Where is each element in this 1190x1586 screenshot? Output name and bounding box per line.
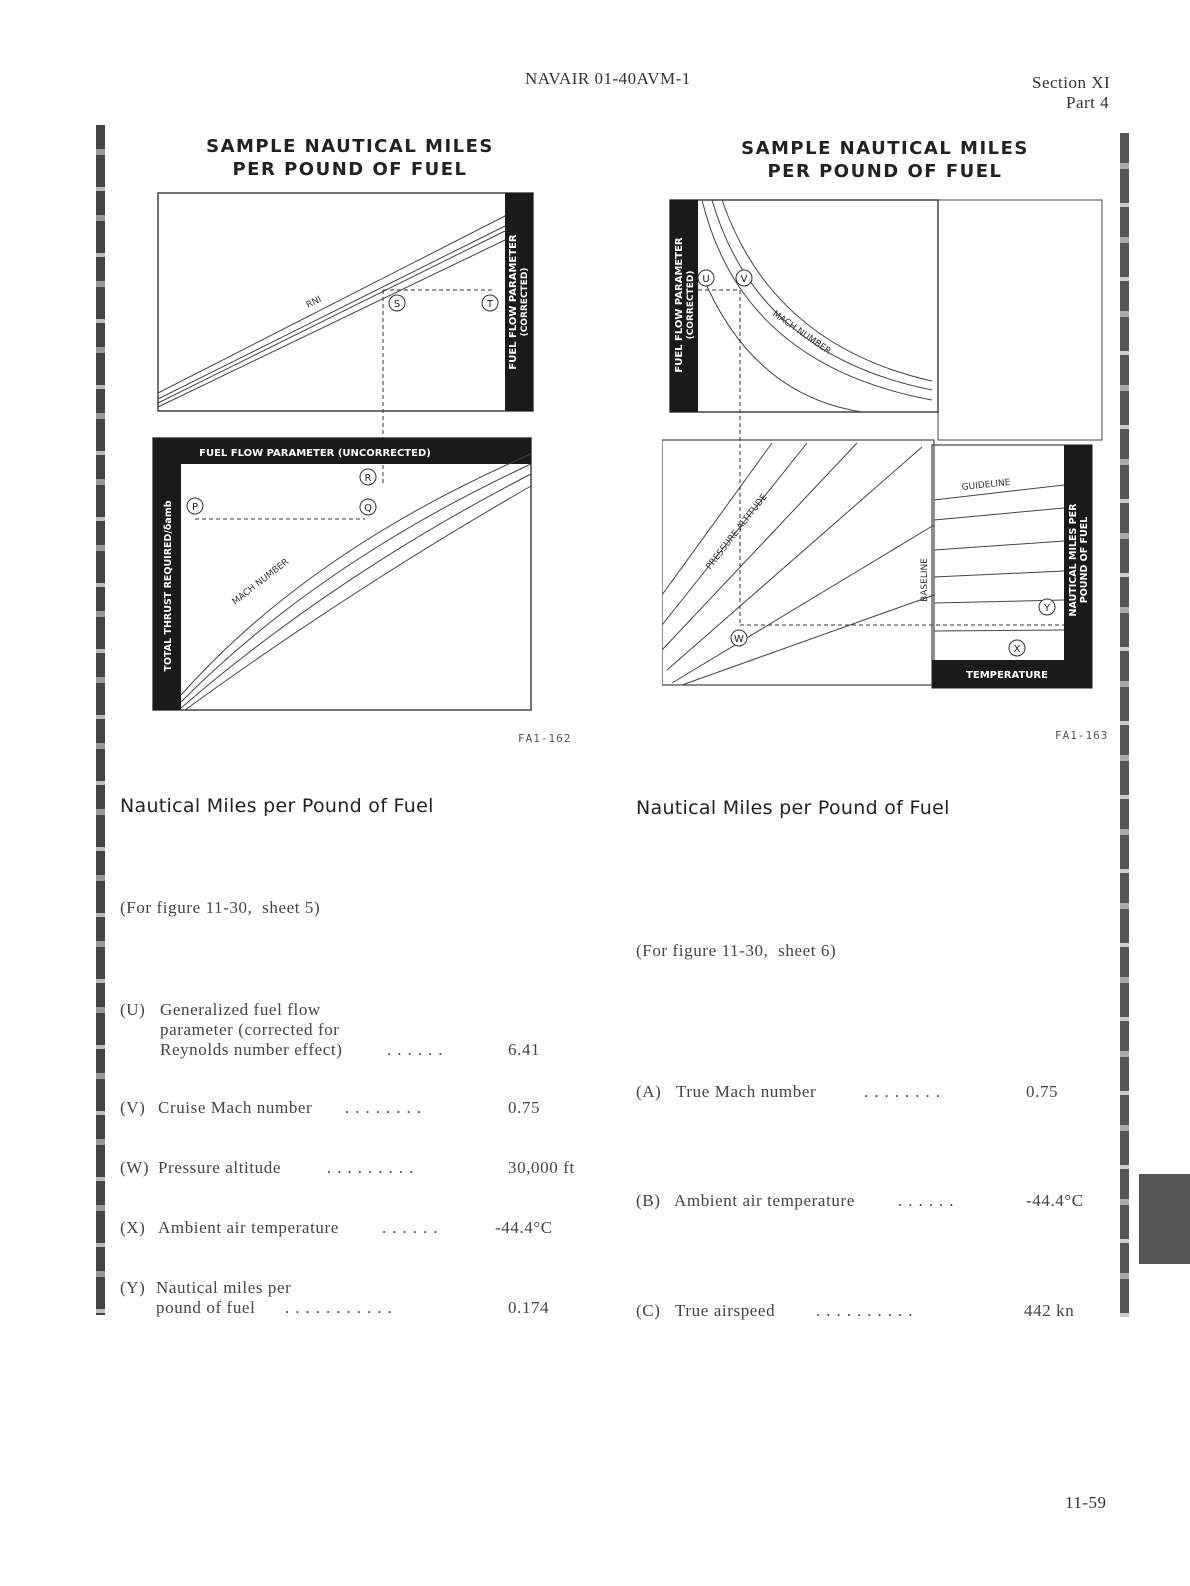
svg-text:Y: Y bbox=[1043, 603, 1051, 614]
svg-text:U: U bbox=[702, 274, 710, 285]
marker-v bbox=[736, 270, 752, 286]
upper-right-label-line1: FUEL FLOW PARAMETER bbox=[508, 234, 519, 370]
altitude-lines bbox=[662, 443, 934, 685]
rn-curves bbox=[158, 216, 505, 407]
altitude-label: PRESSURE ALTITUDE bbox=[704, 492, 770, 572]
left-figure-id: FA1-162 bbox=[518, 732, 572, 745]
left-section-subtitle: (For figure 11-30, sheet 5) bbox=[120, 898, 321, 917]
right-section-heading: Nautical Miles per Pound of Fuel bbox=[636, 797, 950, 819]
upper-right-empty-frame bbox=[938, 200, 1102, 440]
baseline-label: BASELINE bbox=[920, 558, 930, 602]
marker-y bbox=[1039, 599, 1055, 615]
altitude-plot-frame bbox=[662, 440, 934, 685]
marker-u bbox=[698, 270, 714, 286]
svg-text:P: P bbox=[191, 502, 199, 513]
part-label: Part 4 bbox=[1066, 93, 1110, 112]
right-label-line1: NAUTICAL MILES PER bbox=[1068, 503, 1079, 617]
upper-left-label-line1: FUEL FLOW PARAMETER bbox=[674, 237, 685, 373]
right-label-line2: POUND OF FUEL bbox=[1079, 516, 1090, 604]
marker-t bbox=[482, 295, 498, 311]
mach-curves bbox=[702, 200, 932, 412]
upper-plot-frame bbox=[158, 193, 533, 411]
lower-band-label: FUEL FLOW PARAMETER (UNCORRECTED) bbox=[199, 448, 431, 459]
marker-q bbox=[360, 499, 376, 515]
thumb-tab bbox=[1139, 1174, 1190, 1264]
left-binding-strip bbox=[96, 125, 105, 1315]
right-chart-title bbox=[735, 137, 1035, 183]
upper-plot-frame bbox=[670, 200, 938, 412]
mach-label: MACH NUMBER bbox=[230, 557, 292, 608]
doc-number: NAVAIR 01-40AVM-1 bbox=[525, 69, 691, 88]
marker-x bbox=[1009, 640, 1025, 656]
left-chart-title-line2: PER POUND OF FUEL bbox=[232, 159, 468, 180]
svg-text:T: T bbox=[486, 299, 494, 310]
mach-label: MACH NUMBER bbox=[770, 309, 833, 357]
marker-p bbox=[187, 498, 203, 514]
left-chart bbox=[150, 190, 540, 720]
right-chart-title-line2: PER POUND OF FUEL bbox=[767, 161, 1003, 182]
right-chart-title-line1: SAMPLE NAUTICAL MILES bbox=[741, 138, 1029, 159]
right-figure-id: FA1-163 bbox=[1055, 729, 1109, 742]
lower-plot-frame bbox=[153, 438, 531, 710]
left-chart-title bbox=[200, 135, 500, 181]
left-section-heading: Nautical Miles per Pound of Fuel bbox=[120, 795, 434, 817]
upper-left-label-line2: (CORRECTED) bbox=[686, 270, 696, 340]
right-chart bbox=[662, 195, 1107, 700]
section-label: Section XI bbox=[1032, 73, 1111, 92]
lower-left-label: TOTAL THRUST REQUIRED/δamb bbox=[163, 500, 174, 672]
temperature-label: TEMPERATURE bbox=[966, 670, 1048, 681]
marker-w bbox=[731, 630, 747, 646]
guideline-label: GUIDELINE bbox=[961, 477, 1011, 493]
marker-r bbox=[360, 469, 376, 485]
svg-text:W: W bbox=[734, 634, 744, 645]
right-section-subtitle: (For figure 11-30, sheet 6) bbox=[636, 941, 837, 960]
svg-text:Q: Q bbox=[364, 503, 372, 514]
mach-curves bbox=[181, 454, 531, 710]
svg-text:V: V bbox=[740, 274, 748, 285]
page-number: 11-59 bbox=[1065, 1493, 1107, 1512]
right-binding-strip bbox=[1120, 133, 1129, 1317]
svg-text:R: R bbox=[364, 473, 372, 484]
svg-text:X: X bbox=[1013, 644, 1021, 655]
marker-s bbox=[389, 295, 405, 311]
left-chart-title-line1: SAMPLE NAUTICAL MILES bbox=[206, 136, 494, 157]
upper-right-label-line2: (CORRECTED) bbox=[520, 267, 530, 337]
svg-text:S: S bbox=[393, 299, 401, 310]
rn-label: RNI bbox=[304, 294, 324, 311]
